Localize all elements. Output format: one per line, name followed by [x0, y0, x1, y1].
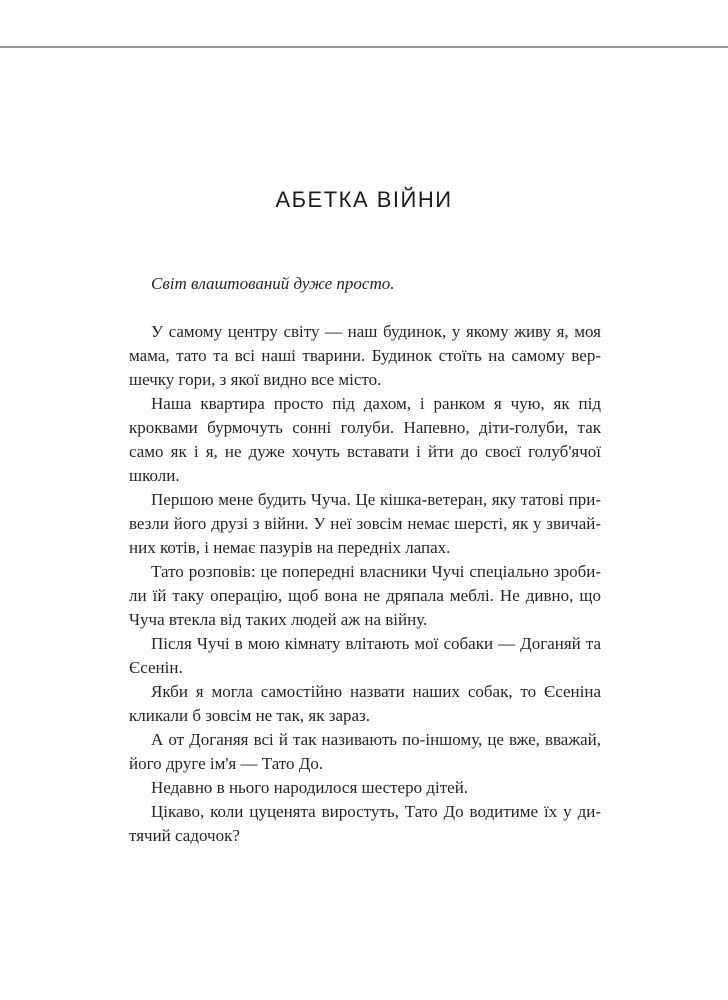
text-line: кроквами бурмочуть сонні голуби. Напевно, діти-голуби, так: [129, 418, 601, 437]
text-line: А от Доганяя всі й так називають по-іншому, це вже, вважай,: [151, 730, 601, 749]
text-line: Чуча втекла від таких людей аж на війну.: [129, 610, 428, 629]
text-line: тячий садочок?: [129, 826, 240, 845]
epigraph: Світ влаштований дуже просто.: [151, 274, 395, 293]
paragraph: [129, 776, 601, 800]
text-line: шечку гори, з якої видно все місто.: [129, 370, 382, 389]
text-line: Наша квартира просто під дахом, і ранком я чую, як під: [151, 394, 601, 413]
page-text: [129, 272, 601, 848]
text-line: кликали б зовсім не так, як зараз.: [129, 706, 371, 725]
text-line: Цікаво, коли цуценята виростуть, Тато До водитиме їх у ди-: [151, 802, 601, 821]
paragraph: [129, 800, 601, 848]
paragraph: [129, 488, 601, 560]
text-line: ли їй таку операцію, щоб вона не дряпала меблі. Не дивно, що: [129, 586, 601, 605]
text-line: них котів, і немає пазурів на передніх лапах.: [129, 538, 451, 557]
text-line: школи.: [129, 466, 180, 485]
text-line: Якби я могла самостійно назвати наших собак, то Єсеніна: [151, 682, 601, 701]
text-line: Після Чучі в мою кімнату влітають мої собаки — Доганяй та: [151, 634, 601, 653]
paragraph: [129, 728, 601, 776]
text-line: Єсенін.: [129, 658, 183, 677]
text-line: мама, тато та всі наші тварини. Будинок стоїть на самому вер-: [129, 346, 601, 365]
paragraph: [129, 680, 601, 728]
text-line: само як і я, не дуже хочуть вставати і йти до своєї голуб'ячої: [129, 442, 601, 461]
text-line: Недавно в нього народилося шестеро дітей.: [151, 778, 469, 797]
text-line: везли його друзі з війни. У неї зовсім немає шерсті, як у звичай-: [129, 514, 601, 533]
chapter-title: АБЕТКА ВІЙНИ: [275, 186, 453, 212]
paragraph: [129, 320, 601, 392]
paragraph: [129, 392, 601, 488]
paragraph: [129, 632, 601, 680]
text-line: Першою мене будить Чуча. Це кішка-ветеран, яку татові при-: [151, 490, 601, 509]
body-text: [129, 320, 601, 848]
top-divider: [0, 46, 728, 48]
paragraph: [129, 560, 601, 632]
text-line: Тато розповів: це попередні власники Чучі спеціально зроби-: [151, 562, 601, 581]
text-line: його друге ім'я — Тато До.: [129, 754, 324, 773]
text-line: У самому центру світу — наш будинок, у якому живу я, моя: [151, 322, 601, 341]
